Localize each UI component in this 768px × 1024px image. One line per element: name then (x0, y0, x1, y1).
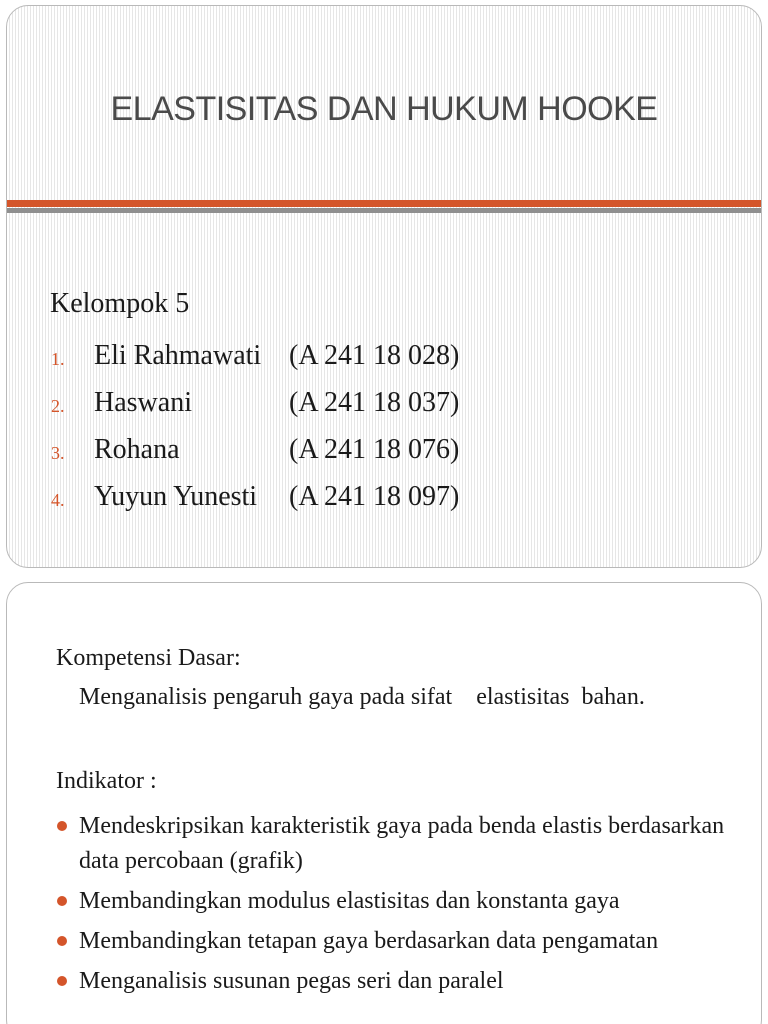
indicator-text: Membandingkan modulus elastisitas dan konstanta gaya (79, 888, 620, 914)
bullet-dot-icon (57, 821, 67, 831)
kompetensi-dasar-label: Kompetensi Dasar: (56, 645, 241, 671)
bullet-dot-icon (57, 896, 67, 906)
group-heading: Kelompok 5 (50, 288, 190, 319)
member-student-id: (A 241 18 028) (289, 340, 460, 371)
member-item (7, 336, 761, 383)
slide-title-heading: ELASTISITAS DAN HUKUM HOOKE (110, 90, 658, 128)
member-name: Haswani (94, 387, 192, 418)
member-student-id: (A 241 18 076) (289, 434, 460, 465)
indicator-text: Mendeskripsikan karakteristik gaya pada benda elastis berdasarkan data percobaan (grafik) (79, 813, 725, 874)
member-name: Rohana (94, 434, 180, 465)
indicator-text: Membandingkan tetapan gaya berdasarkan data pengamatan (79, 928, 659, 954)
kompetensi-dasar-text: Menganalisis pengaruh gaya pada sifat elastisitas bahan. (79, 684, 645, 710)
slide-title (6, 5, 762, 568)
member-number: 1. (51, 349, 65, 369)
indicator-text: Menganalisis susunan pegas seri dan paralel (79, 968, 504, 994)
indicator-item (7, 964, 761, 999)
member-list (7, 336, 761, 524)
title-divider-accent (7, 200, 761, 207)
bullet-dot-icon (57, 936, 67, 946)
indicator-item (7, 924, 761, 959)
slide-competencies (6, 582, 762, 1024)
indicator-list (7, 809, 761, 1004)
member-number: 4. (51, 490, 65, 510)
member-name: Eli Rahmawati (94, 340, 262, 371)
indicator-item (7, 809, 761, 879)
member-student-id: (A 241 18 037) (289, 387, 460, 418)
title-divider-gray (7, 208, 761, 213)
member-item (7, 383, 761, 430)
member-item (7, 477, 761, 524)
member-number: 2. (51, 396, 65, 416)
indicator-item (7, 884, 761, 919)
member-student-id: (A 241 18 097) (289, 481, 460, 512)
member-item (7, 430, 761, 477)
indikator-label: Indikator : (56, 768, 157, 794)
bullet-dot-icon (57, 976, 67, 986)
member-number: 3. (51, 443, 65, 463)
member-name: Yuyun Yunesti (94, 481, 258, 512)
